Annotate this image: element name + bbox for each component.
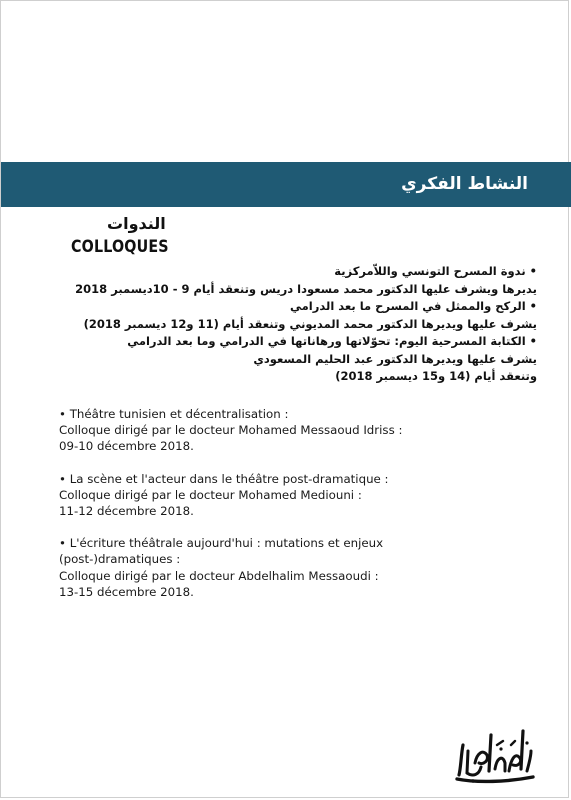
arabic-line: وتنعقد أيام (14 و15 ديسمبر 2018) <box>335 369 537 383</box>
arabic-line: • الركح والممثل في المسرح ما بعد الدرامي <box>290 299 537 313</box>
arabic-line: يديرها ويشرف عليها الدكتور محمد مسعودا دريس وتنعقد أيام 9 - 10ديسمبر 2018 <box>75 281 537 296</box>
french-line: Colloque dirigé par le docteur Mohamed Mediouni : <box>59 487 362 502</box>
french-line: • La scène et l'acteur dans le théâtre post-dramatique : <box>59 471 389 486</box>
french-line: • Théâtre tunisien et décentralisation : <box>59 407 289 421</box>
arabic-item <box>61 333 537 386</box>
arabic-colloques-list <box>61 263 537 386</box>
arabic-line: يشرف عليها ويديرها الدكتور عبد الحليم المسعودي <box>253 351 537 366</box>
section-banner <box>1 162 571 207</box>
section-title-french: COLLOQUES <box>71 237 169 257</box>
french-line: 09-10 décembre 2018. <box>59 439 194 454</box>
french-item <box>59 406 499 455</box>
arabic-line: • الكتابة المسرحية اليوم: تحوّلاتها ورهاناتها في الدرامي وما بعد الدرامي <box>127 334 537 348</box>
french-line: (post-)dramatiques : <box>59 552 181 567</box>
arabic-item <box>61 298 537 333</box>
french-item <box>59 535 499 600</box>
french-colloques-list <box>59 406 499 616</box>
arabic-item <box>61 263 537 298</box>
arabic-line: • ندوة المسرح التونسي واللاّمركزية <box>334 264 537 278</box>
french-item <box>59 471 499 520</box>
french-line: 13-15 décembre 2018. <box>59 584 194 599</box>
section-title-arabic: الندوات <box>107 214 166 233</box>
french-line: • L'écriture théâtrale aujourd'hui : mutations et enjeux <box>59 536 384 551</box>
jtc-logo-icon <box>453 705 535 785</box>
arabic-line: يشرف عليها ويديرها الدكتور محمد المديوني وتنعقد أيام (11 و12 ديسمبر 2018) <box>83 316 537 331</box>
banner-title: النشاط الفكري <box>401 174 528 194</box>
french-line: Colloque dirigé par le docteur Abdelhalim Messaoudi : <box>59 568 379 583</box>
french-line: Colloque dirigé par le docteur Mohamed Messaoud Idriss : <box>59 423 403 438</box>
french-line: 11-12 décembre 2018. <box>59 504 194 519</box>
